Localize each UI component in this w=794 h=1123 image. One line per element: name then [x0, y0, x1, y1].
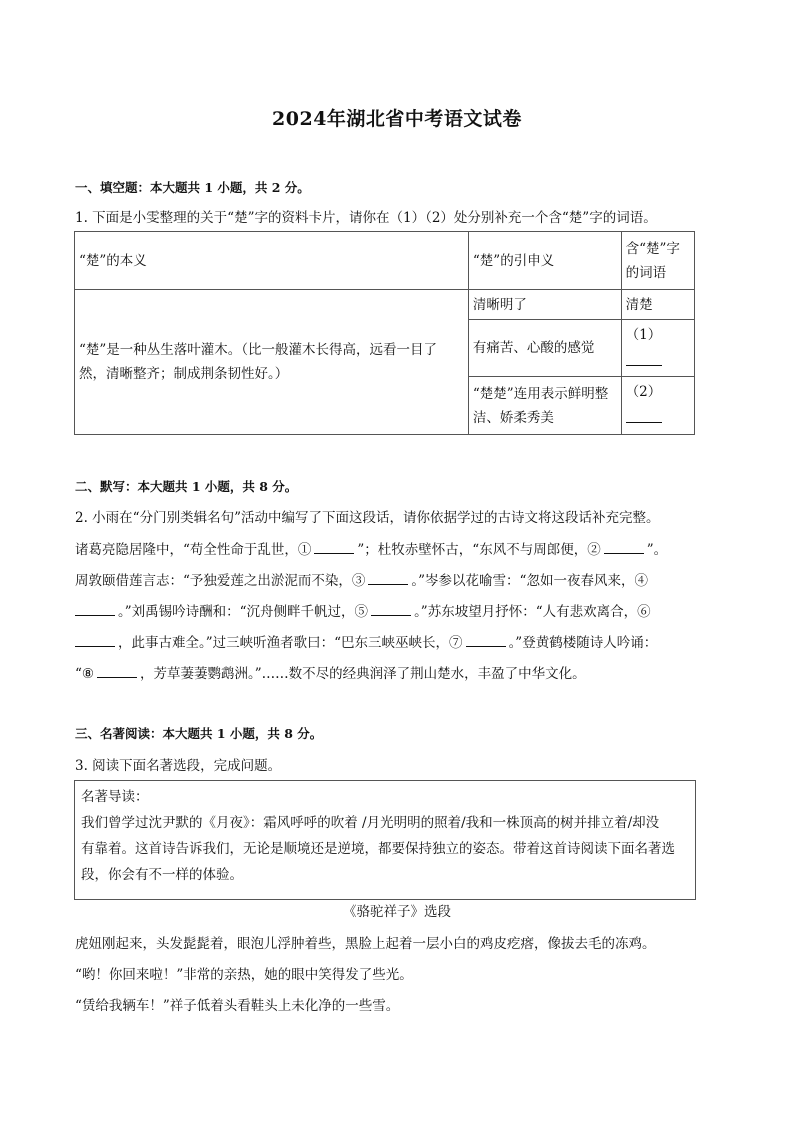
dictation-line-3: 。”刘禹锡吟诗酬和：“沉舟侧畔千帆过，⑤ 。”苏东坡望月抒怀：“人有悲欢离合，⑥ [75, 600, 651, 620]
original-meaning-cell: “楚”是一种丛生落叶灌木。（比一般灌木长得高，远看一目了然，清晰整齐；制成荆条韧性好。） [75, 290, 469, 435]
guide-line: 有靠着。这首诗告诉我们，无论是顺境还是逆境，都要保持独立的姿态。带着这首诗阅读下面名著选 [81, 841, 675, 857]
question-3: 3. 阅读下面名著选段，完成问题。 [75, 758, 282, 774]
word-blank-1[interactable] [621, 320, 694, 377]
section-1-heading: 一、填空题：本大题共 1 小题，共 2 分。 [75, 180, 310, 195]
excerpt-title: 《骆驼祥子》选段 [343, 904, 451, 920]
header-extended-meaning: “楚”的引申义 [468, 232, 621, 290]
guide-line: 我们曾学过沈尹默的《月夜》：霜风呼呼的吹着 /月光明明的照着/我和一株顶高的树并排立着/却没 [81, 815, 660, 831]
header-original-meaning: “楚”的本义 [75, 232, 469, 290]
exam-title: 2024年湖北省中考语文试卷 [272, 108, 522, 130]
word-blank-1-label: （1） [625, 326, 662, 343]
dictation-line-1: 诸葛亮隐居隆中，“苟全性命于乱世，① ”；杜牧赤壁怀古，“东风不与周郎便，② ”。 [75, 542, 668, 558]
blank-6[interactable] [75, 634, 115, 647]
section-2-heading: 二、默写：本大题共 1 小题，共 8 分。 [75, 479, 298, 494]
chu-info-card-table [74, 231, 695, 435]
blank-1[interactable] [314, 541, 354, 554]
guide-line: 段，你会有不一样的体验。 [81, 867, 243, 883]
question-1: 1. 下面是小雯整理的关于“楚”字的资料卡片，请你在（1）（2）处分别补充一个含“楚”字的词语。 [75, 210, 657, 226]
blank-4[interactable] [75, 603, 115, 616]
word-blank-2[interactable] [621, 377, 694, 435]
blank-7[interactable] [466, 634, 506, 647]
excerpt-line-1: 虎妞刚起来，头发髭髭着，眼泡儿浮肿着些，黑脸上起着一层小白的鸡皮疙瘩，像拔去毛的冻鸡。 [75, 936, 656, 952]
blank-line [626, 404, 662, 423]
header-words-with-chu: 含“楚”字的词语 [621, 232, 694, 290]
blank-line [626, 347, 662, 366]
extended-meaning-3: “楚楚”连用表示鲜明整洁、娇柔秀美 [468, 377, 621, 435]
dictation-line-4: ，此事古难全。”过三峡听渔者歌曰：“巴东三峡巫峡长，⑦ 。”登黄鹤楼随诗人吟诵： [75, 631, 657, 651]
section-3-heading: 三、名著阅读：本大题共 1 小题，共 8 分。 [75, 726, 323, 741]
extended-meaning-2: 有痛苦、心酸的感觉 [468, 320, 621, 377]
word-1: 清楚 [621, 290, 694, 320]
reading-guide-box [74, 780, 696, 900]
guide-line: 名著导读： [81, 789, 149, 805]
excerpt-line-3: “赁给我辆车！”祥子低着头看鞋头上未化净的一些雪。 [75, 998, 400, 1014]
excerpt-line-2: “哟！你回来啦！”非常的亲热，她的眼中笑得发了些光。 [75, 967, 413, 983]
blank-3[interactable] [368, 572, 408, 585]
dictation-line-5: “⑧ ，芳草萋萋鹦鹉洲。”……数不尽的经典润泽了荆山楚水，丰盈了中华文化。 [75, 666, 586, 682]
question-2: 2. 小雨在“分门别类辑名句”活动中编写了下面这段话，请你依据学过的古诗文将这段话补充完整。 [75, 510, 660, 526]
extended-meaning-1: 清晰明了 [468, 290, 621, 320]
dictation-line-2: 周敦颐借莲言志：“予独爱莲之出淤泥而不染，③ 。”岑参以花喻雪：“忽如一夜春风来，④ [75, 573, 648, 589]
word-blank-2-label: （2） [625, 384, 662, 400]
blank-5[interactable] [371, 603, 411, 616]
blank-2[interactable] [604, 541, 644, 554]
blank-8[interactable] [97, 665, 137, 678]
